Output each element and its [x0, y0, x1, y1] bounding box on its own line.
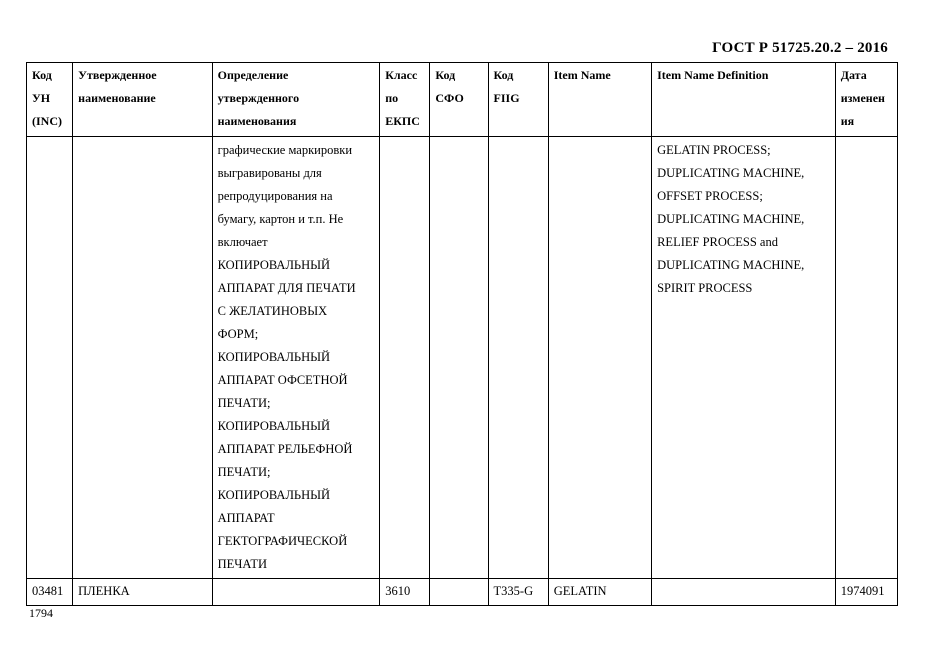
page-number: 1794 [29, 606, 53, 620]
header-line: изменен [840, 91, 885, 105]
header-line: ия [840, 114, 855, 128]
cell-inc [27, 137, 73, 579]
cell-change-date [835, 137, 897, 579]
definition-line: АППАРАТ ОФСЕТНОЙ [217, 373, 348, 387]
header-inc [27, 63, 73, 137]
definition-line: С ЖЕЛАТИНОВЫХ [217, 304, 328, 318]
header-line: утвержденного [217, 91, 300, 105]
cell-fiig [488, 137, 548, 579]
header-change-date [835, 63, 897, 137]
definition-line: ГЕКТОГРАФИЧЕСКОЙ [217, 534, 348, 548]
cell-definition [212, 579, 380, 606]
definition-line: ФОРМ; [217, 327, 259, 341]
header-line: УН [32, 91, 51, 105]
cell-definition [212, 137, 380, 579]
header-line: Код [32, 68, 52, 82]
header-line: (INC) [32, 114, 62, 128]
definition-line: АППАРАТ РЕЛЬЕФНОЙ [217, 442, 353, 456]
table-row [27, 137, 898, 579]
cell-item-name [548, 137, 651, 579]
item-definition-line: SPIRIT PROCESS [657, 281, 753, 295]
cell-change-date: 1974091 [835, 579, 897, 606]
definition-line: КОПИРОВАЛЬНЫЙ [217, 488, 331, 502]
definition-line: КОПИРОВАЛЬНЫЙ [217, 350, 331, 364]
header-line: Утвержденное [78, 68, 157, 82]
cell-approved-name: ПЛЕНКА [73, 579, 212, 606]
item-definition-line: DUPLICATING MACHINE, [657, 212, 805, 226]
definition-line: АППАРАТ ДЛЯ ПЕЧАТИ [217, 281, 356, 295]
header-line: наименование [78, 91, 156, 105]
item-definition-line: RELIEF PROCESS and [657, 235, 778, 249]
item-definition-line: DUPLICATING MACHINE, [657, 258, 805, 272]
header-class [380, 63, 430, 137]
header-line: Дата [840, 68, 867, 82]
definition-line: графические маркировки [217, 143, 353, 157]
header-item-name-definition [652, 63, 836, 137]
cell-item-name: GELATIN [548, 579, 651, 606]
item-definition-line: OFFSET PROCESS; [657, 189, 763, 203]
definition-line: включает [217, 235, 268, 249]
header-line: FIIG [493, 91, 520, 105]
cell-approved-name [73, 137, 212, 579]
catalog-table [26, 62, 898, 606]
cell-item-name-definition [652, 579, 836, 606]
definition-line: выгравированы для [217, 166, 322, 180]
definition-line: АППАРАТ [217, 511, 275, 525]
header-line: Item Name [553, 68, 611, 82]
cell-fiig: T335-G [488, 579, 548, 606]
header-line: Код [435, 68, 456, 82]
header-line: ЕКПС [385, 114, 420, 128]
header-approved-name [73, 63, 212, 137]
header-line: по [385, 91, 399, 105]
item-definition-line: DUPLICATING MACHINE, [657, 166, 805, 180]
header-line: Код [493, 68, 514, 82]
cell-sfo [430, 579, 488, 606]
document-code: ГОСТ Р 51725.20.2 – 2016 [712, 40, 888, 56]
header-line: СФО [435, 91, 464, 105]
definition-line: КОПИРОВАЛЬНЫЙ [217, 419, 331, 433]
header-definition [212, 63, 380, 137]
header-line: Определение [217, 68, 289, 82]
item-definition-line: GELATIN PROCESS; [657, 143, 771, 157]
header-sfo [430, 63, 488, 137]
header-item-name [548, 63, 651, 137]
cell-class: 3610 [380, 579, 430, 606]
cell-inc: 03481 [27, 579, 73, 606]
definition-line: ПЕЧАТИ; [217, 396, 271, 410]
definition-line: ПЕЧАТИ; [217, 465, 271, 479]
definition-line: КОПИРОВАЛЬНЫЙ [217, 258, 331, 272]
header-fiig [488, 63, 548, 137]
table-row [27, 579, 898, 606]
cell-sfo [430, 137, 488, 579]
definition-line: ПЕЧАТИ [217, 557, 268, 571]
definition-line: бумагу, картон и т.п. Не [217, 212, 344, 226]
cell-class [380, 137, 430, 579]
cell-item-name-definition [652, 137, 836, 579]
header-line: Item Name Definition [657, 68, 769, 82]
definition-line: репродуцирования на [217, 189, 333, 203]
header-line: наименования [217, 114, 297, 128]
table-header-row [27, 63, 898, 137]
header-line: Класс [385, 68, 418, 82]
